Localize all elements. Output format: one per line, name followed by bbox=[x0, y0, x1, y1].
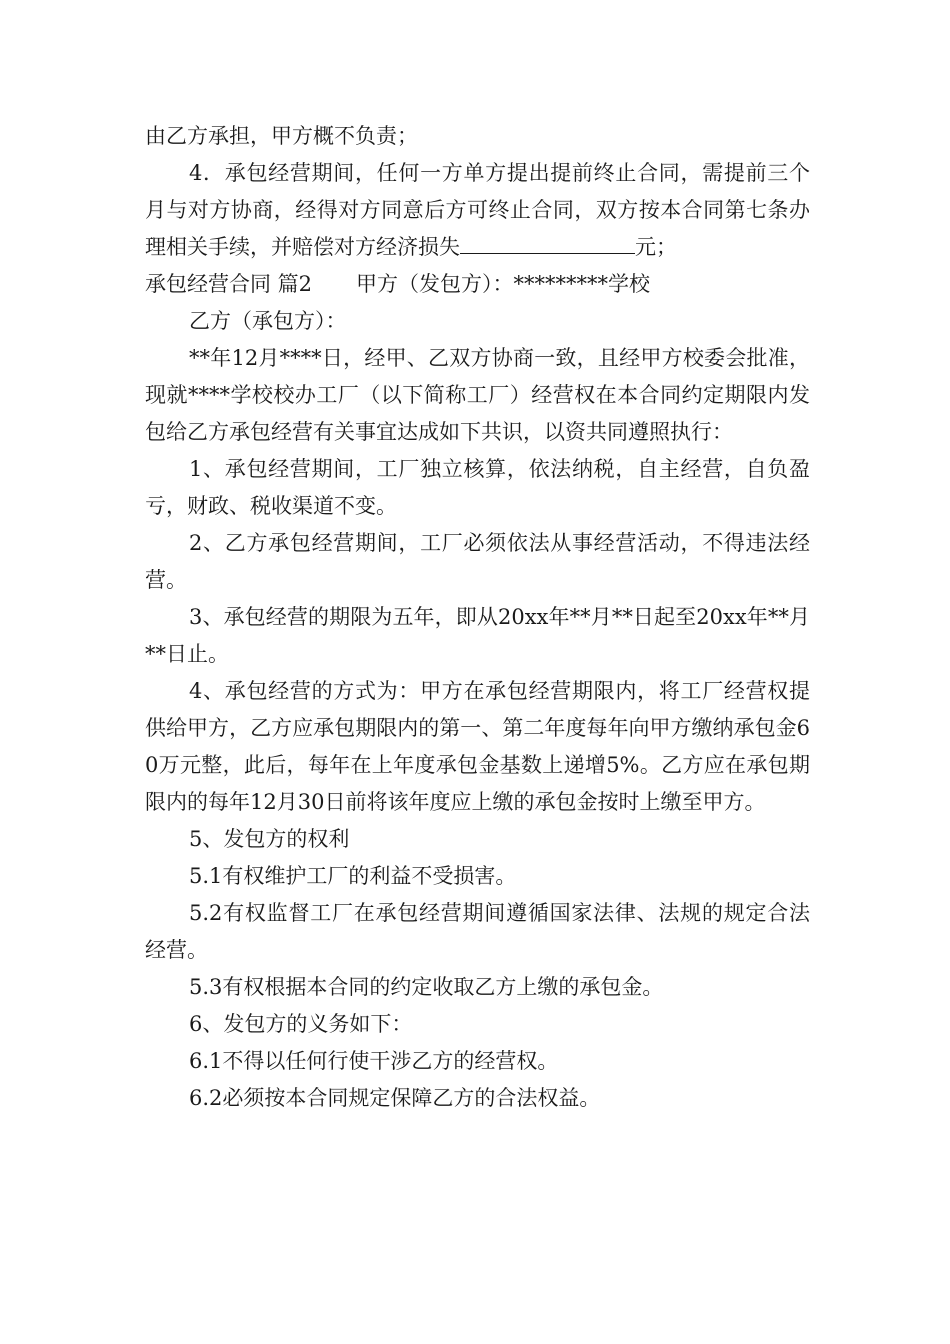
clause-6-1: 6.1不得以任何行使干涉乙方的经营权。 bbox=[189, 1049, 559, 1073]
clause-5: 5、发包方的权利 bbox=[189, 827, 350, 851]
clause-5-3: 5.3有权根据本合同的约定收取乙方上缴的承包金。 bbox=[189, 975, 664, 999]
clause-4: 4、承包经营的方式为：甲方在承包经营期限内，将工厂经营权提供给甲方，乙方应承包期限内的第一、第二年度每年向甲方缴纳承包金60万元整，此后，每年在上年度承包金基数上递增5%。乙方应在承包期限内的每年12月30日前将该年度应上缴的承包金按时上缴至甲方。 bbox=[145, 679, 810, 814]
clause-5-1: 5.1有权维护工厂的利益不受损害。 bbox=[189, 864, 517, 888]
clause-3: 3、承包经营的期限为五年，即从20xx年**月**日起至20xx年**月**日止。 bbox=[145, 605, 810, 666]
document-page bbox=[145, 118, 810, 1117]
paragraph-preamble: **年12月****日，经甲、乙双方协商一致，且经甲方校委会批准，现就****学校校办工厂（以下简称工厂）经营权在本合同约定期限内发包给乙方承包经营有关事宜达成如下共识，以资共同遵照执行： bbox=[145, 346, 810, 444]
contract-title: 承包经营合同 篇2 bbox=[145, 272, 313, 296]
party-b-label: 乙方（承包方）： bbox=[189, 309, 347, 333]
early-termination-text: 4．承包经营期间，任何一方单方提出提前终止合同，需提前三个月与对方协商，经得对方同意后方可终止合同，双方按本合同第七条办理相关手续，并赔偿对方经济损失 bbox=[145, 161, 810, 259]
clause-5-2: 5.2有权监督工厂在承包经营期间遵循国家法律、法规的规定合法经营。 bbox=[145, 901, 810, 962]
compensation-blank bbox=[460, 229, 635, 254]
party-a-label: 甲方（发包方）：*********学校 bbox=[356, 272, 651, 296]
clause-1: 1、承包经营期间，工厂独立核算，依法纳税，自主经营，自负盈亏，财政、税收渠道不变。 bbox=[145, 457, 810, 518]
clause-2: 2、乙方承包经营期间，工厂必须依法从事经营活动，不得违法经营。 bbox=[145, 531, 810, 592]
paragraph-early-termination bbox=[145, 155, 810, 266]
early-termination-unit: 元； bbox=[635, 235, 677, 259]
clause-6-2: 6.2必须按本合同规定保障乙方的合法权益。 bbox=[189, 1086, 601, 1110]
paragraph-liability: 由乙方承担，甲方概不负责； bbox=[145, 124, 418, 148]
clause-6: 6、发包方的义务如下： bbox=[189, 1012, 413, 1036]
contract-heading-line bbox=[145, 266, 810, 303]
